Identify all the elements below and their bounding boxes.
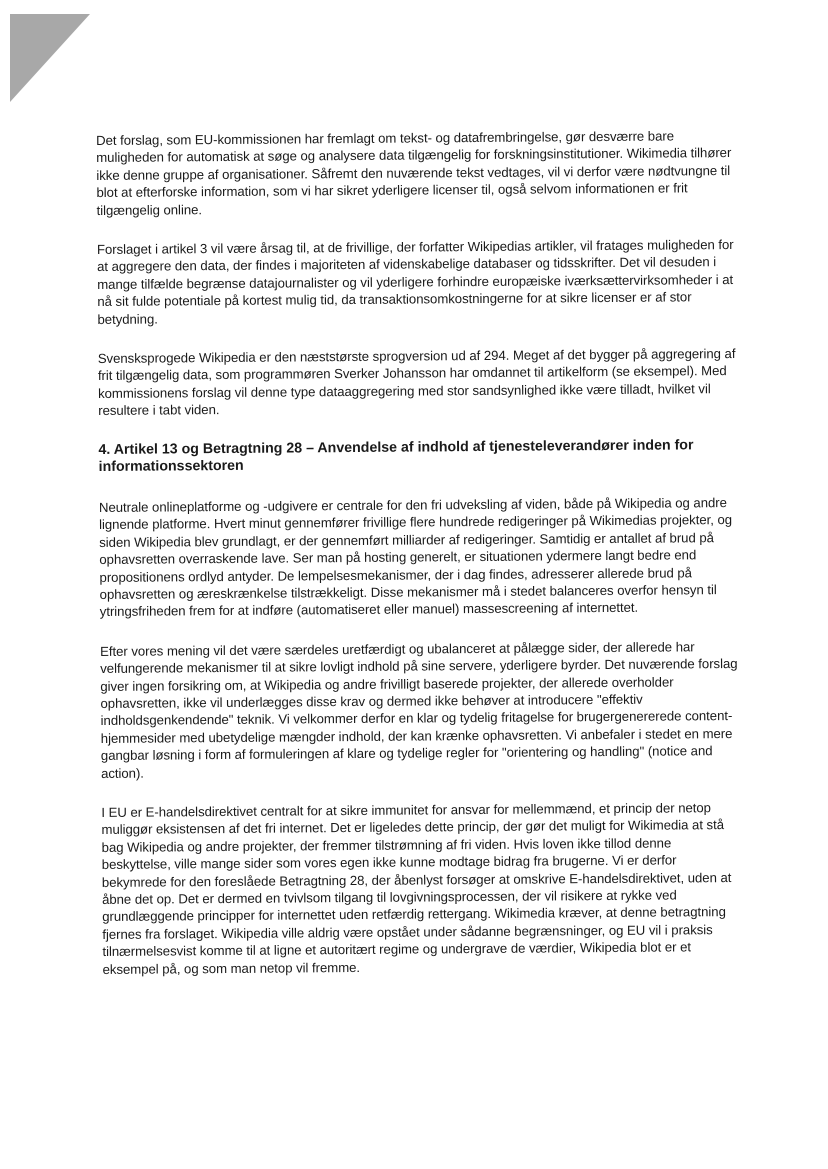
- section-heading: 4. Artikel 13 og Betragtning 28 – Anvendelse af indhold af tjenesteleverandører inden for informationssektoren: [98, 437, 694, 476]
- paragraph-neutral-platforms: Neutrale onlineplatforme og -udgivere er centrale for den fri udveksling af viden, både på Wikipedia og andre lignende platforme. Hvert minut gennemfører frivillige flere hundrede redigeringer på Wikimedias projekter, og siden Wikipedia blev grundlagt, er der gennemført milliarder af redigeringer. Samtidig er antallet af brud på ophavsretten overraskende lave. Ser man på hosting generelt, er situationen ydermere langt bedre end propositionens ordlyd antyder. De lempelsesmekanismer, der i dag findes, adresserer allerede brud på ophavsretten og æreskrænkelse tilstrækkeligt. Disse mekanismer må i stedet balanceres overfor hensyn til ytringsfriheden frem for at indføre (automatiseret eller manuel) massescreening af internettet.: [98, 494, 733, 620]
- paragraph-swedish-wikipedia: Svensksprogede Wikipedia er den næststørste sprogversion ud af 294. Meget af det bygger på aggregering af frit tilgængelig data, som programmøren Sverker Johansson har omdannet til artikelform (se eksempel). Med kommissionens forslag vil denne type dataaggregering med stor sandsynlighed ikke være tilladt, hvilket vil resultere i tabt viden.: [97, 346, 736, 419]
- paragraph-text-mining: Det forslag, som EU-kommissionen har fremlagt om tekst- og datafrembringelse, gør desværre bare muligheden for automatisk at søge og analysere data tilgængelig for forskningsinstitutioner. Wikimedia tilhører ikke denne gruppe af organisationer. Såfremt den nuværende tekst vedtages, vil vi derfor være nødtvungne til blot at efterforske information, som vi har sikret yderligere licenser til, også selvom informationen er frit tilgængelig online.: [96, 128, 732, 218]
- paragraph-article-3: Forslaget i artikel 3 vil være årsag til, at de frivillige, der forfatter Wikipedias artikler, vil fratages muligheden for at aggregere den data, der findes i majoriteten af videnskabelige databaser og tidsskrifter. Det vil desuden i mange tilfælde begrænse datajournalister og vil yderligere forhindre europæiske iværksættervirksomheder i at nå sit fulde potentiale på kortest mulig tid, da transaktionsomkostningerne for at sikre licenser er af stor betydning.: [96, 237, 734, 327]
- paragraph-ecommerce-directive: I EU er E-handelsdirektivet centralt for at sikre immunitet for ansvar for mellemmænd, et princip der netop muliggør eksistensen af det fri internet. Det er ligeledes dette princip, der gør det muligt for Wikimedia at stå bag Wikipedia og andre projekter, der fremmer tilstrømning af fri viden. Hvis loven ikke tillod denne beskyttelse, ville mange sider som vores egen ikke kunne modtage bidrag fra brugerne. Vi er derfor bekymrede for den foreslåede Betragtning 28, der åbenlyst forsøger at omskrive E-handelsdirektivet, uden at åbne det op. Det er dermed en tvivlsom tilgang til lovgivningsprocessen, der vil risikere at rykke ved grundlæggende principper for internettet uden retfærdig rettergang. Wikimedia kræver, at denne betragtning fjernes fra forslaget. Wikipedia ville aldrig være opstået under sådanne begrænsninger, og EU vil i praksis tilnærmelsesvist komme til at ligne et autoritært regime og undergrave de værdier, Wikipedia blot er et eksempel på, og som man netop vil fremme.: [101, 800, 732, 977]
- scan-corner-fold: [0, 0, 95, 105]
- paragraph-unfair-burden: Efter vores mening vil det være særdeles uretfærdigt og ubalanceret at pålægge sider, der allerede har velfungerende mekanismer til at sikre lovligt indhold på sine servere, yderligere byrder. Det nuværende forslag giver ingen forsikring om, at Wikipedia og andre frivilligt baserede projekter, der allerede overholder ophavsretten, ikke vil underlægges disse krav og dermed ikke behøver at introducere "effektiv indholdsgenkendende" teknik. Vi velkommer derfor en klar og tydelig fritagelse for brugergenererede content-hjemmesider med ubetydelige mængder indhold, der kan krænke ophavsretten. Vi anbefaler i stedet en mere gangbar løsning i form af formuleringen af klare og tydelige regler for "orientering og handling" (notice and action).: [100, 639, 738, 781]
- document-body: [96, 127, 743, 1000]
